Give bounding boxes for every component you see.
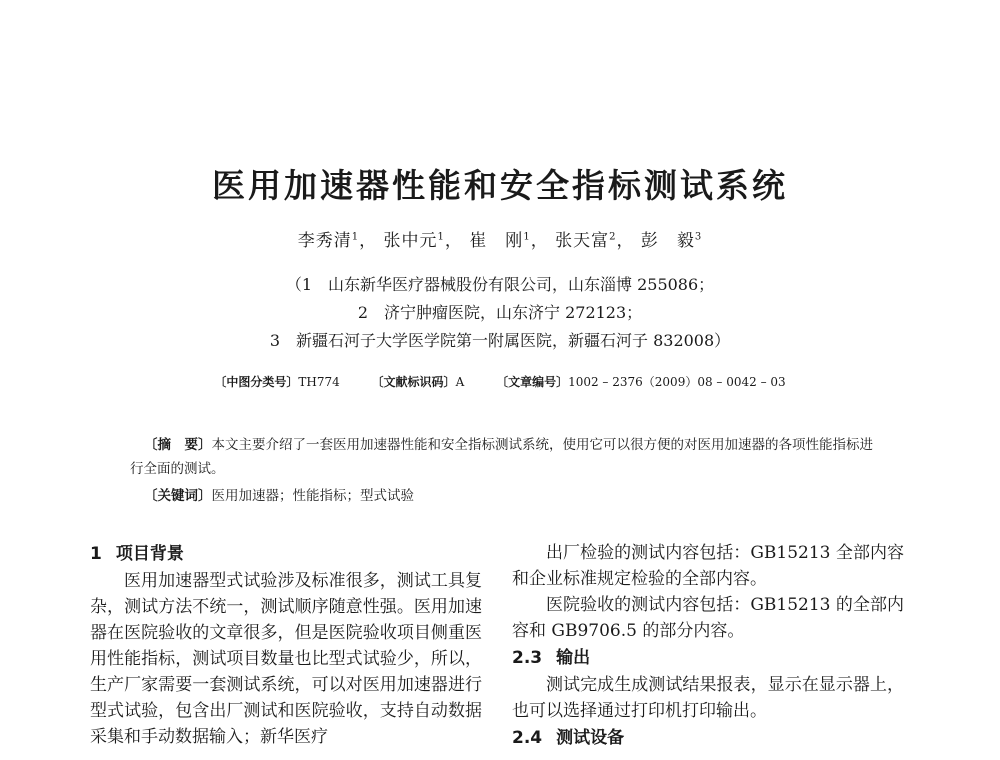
body-paragraph: 医用加速器型式试验涉及标准很多，测试工具复杂，测试方法不统一，测试顺序随意性强。医用加速器在医院验收的文章很多，但是医院验收项目侧重医用性能指标，测试项目数量也比型式试验少，所以，生产厂家需要一套测试系统，可以对医用加速器进行型式试验，包含出厂测试和医院验收，支持自动数据采集和手动数据输入；新华医疗 <box>90 571 482 747</box>
subsection-title: 输出 <box>556 648 591 668</box>
abstract <box>130 433 875 481</box>
article-no-value: 1002 – 2376（2009）08 – 0042 – 03 <box>568 375 786 389</box>
doc-code-value: A <box>455 375 465 389</box>
document-code <box>372 375 465 389</box>
right-column <box>512 540 904 752</box>
article-no-label: 〔文章编号〕 <box>496 375 569 389</box>
author-affiliation-mark: 2 <box>609 231 617 243</box>
keywords-label: 〔关键词〕 <box>144 488 212 504</box>
subsection-heading <box>512 724 904 752</box>
author: 彭 毅 <box>640 231 695 251</box>
section-number: 1 <box>90 544 102 564</box>
clc-number <box>214 375 339 389</box>
doc-code-label: 〔文献标识码〕 <box>371 375 456 389</box>
clc-label: 〔中图分类号〕 <box>214 375 299 389</box>
author-affiliation-mark: 3 <box>694 231 703 243</box>
article-number <box>496 375 786 389</box>
body-paragraph: 出厂检验的测试内容包括：GB15213 全部内容和企业标准规定检验的全部内容。 <box>512 543 904 589</box>
affiliation-line: （1 山东新华医疗器械股份有限公司，山东淄博 255086； <box>285 275 715 294</box>
abstract-text: 本文主要介绍了一套医用加速器性能和安全指标测试系统，使用它可以很方便的对医用加速器的各项性能指标进行全面的测试。 <box>130 437 873 477</box>
body-paragraph: 医院验收的测试内容包括：GB15213 的全部内容和 GB9706.5 的部分内容。 <box>512 595 904 641</box>
author-affiliation-mark: 1 <box>351 231 360 243</box>
subsection-title: 测试设备 <box>556 728 625 748</box>
keywords-text: 医用加速器；性能指标；型式试验 <box>211 488 414 504</box>
classification-metadata <box>0 373 1000 390</box>
subsection-number: 2.4 <box>512 728 543 748</box>
keywords <box>144 484 414 504</box>
subsection-number: 2.3 <box>512 648 543 668</box>
abstract-label: 〔摘 要〕 <box>144 437 212 453</box>
affiliation-line: 3 新疆石河子大学医学院第一附属医院，新疆石河子 832008） <box>269 331 731 350</box>
author-affiliation-mark: 1 <box>523 231 531 243</box>
clc-value: TH774 <box>298 375 340 389</box>
author: 张天富 <box>555 231 610 251</box>
author: 崔 刚 <box>469 231 524 251</box>
author-list: 李秀清$^1$， 张中元$^1$， 崔 刚$^1$， 张天富$^2$， 彭 毅$^3$ <box>297 231 703 251</box>
author-affiliation-mark: 1 <box>437 231 445 243</box>
section-title: 项目背景 <box>115 544 184 564</box>
left-column <box>90 540 482 750</box>
paper-title: 医用加速器性能和安全指标测试系统 <box>212 166 788 205</box>
section-heading <box>90 540 482 568</box>
author: 张中元 <box>383 231 438 251</box>
affiliation-line: 2 济宁肿瘤医院，山东济宁 272123； <box>357 303 643 322</box>
subsection-heading <box>512 644 904 672</box>
author: 李秀清 <box>297 231 352 251</box>
body-paragraph: 测试完成生成测试结果报表，显示在显示器上，也可以选择通过打印机打印输出。 <box>512 675 904 721</box>
